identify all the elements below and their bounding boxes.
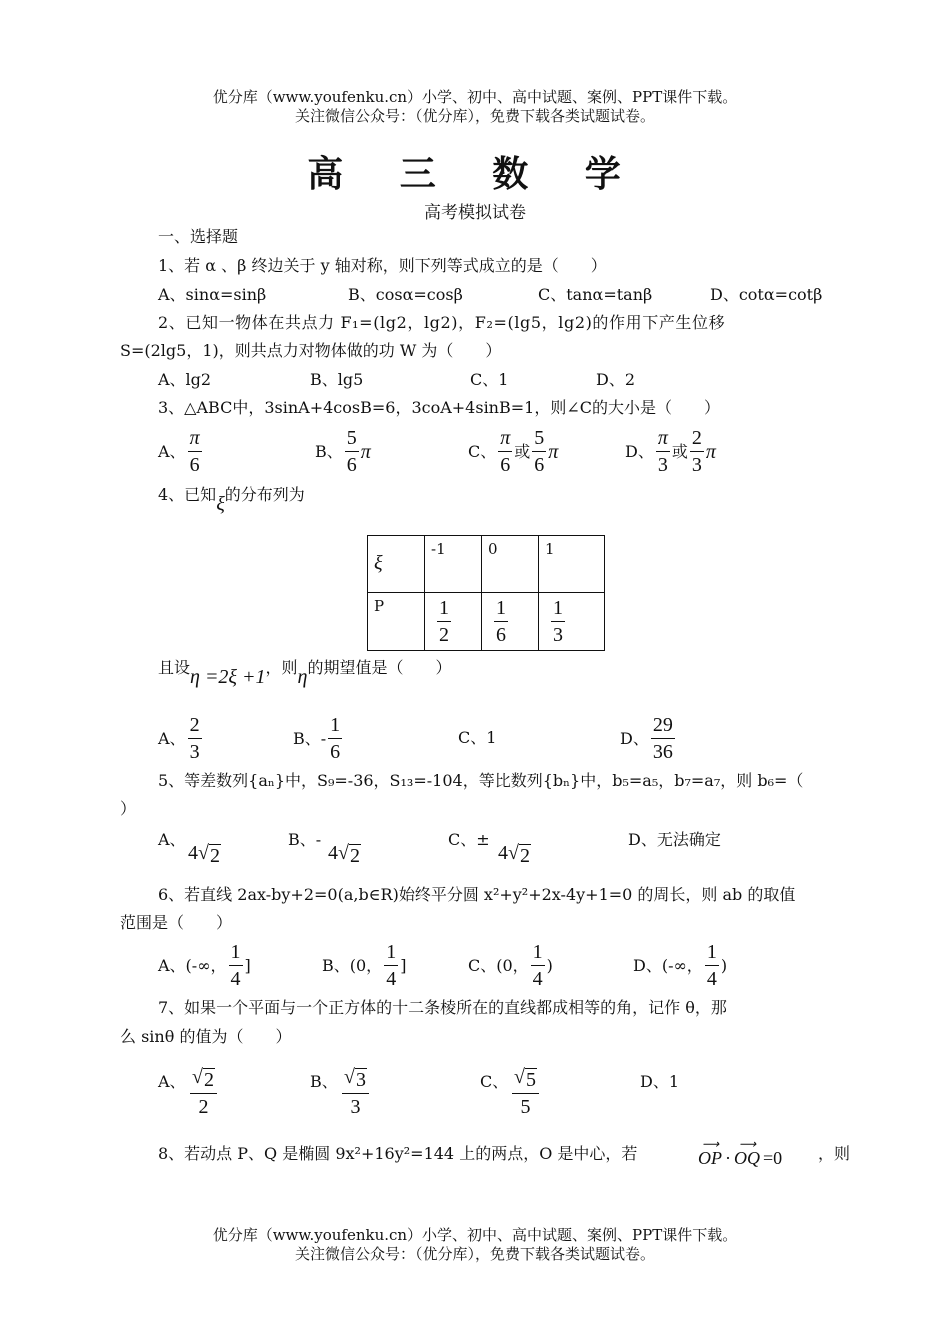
- q3-option-a: A、 $\frac{\pi}{6}$: [158, 427, 200, 476]
- table-cell: 1: [539, 536, 605, 593]
- page-title: 高 三 数 学: [307, 153, 643, 195]
- q5-option-b-label: B、-: [288, 830, 322, 849]
- page-subtitle: 高考模拟试卷: [424, 203, 526, 223]
- table-cell: 0: [482, 536, 539, 593]
- q1-option-d: D、cotα=cotβ: [710, 285, 823, 304]
- distribution-table: [367, 535, 605, 651]
- table-cell-p-label: P: [368, 593, 425, 651]
- q6-option-b: B、(0， $\frac{1}{4}$ ]: [322, 941, 407, 990]
- table-cell: $\frac{1}{3}$: [539, 593, 605, 651]
- q2-option-d: D、2: [596, 370, 636, 389]
- q7-option-a-label: A、: [158, 1072, 186, 1091]
- q2-stem-line-2: S=(2lg5，1)，则共点力对物体做的功 W 为（ ）: [120, 341, 502, 360]
- q2-option-a: A、lg2: [158, 370, 212, 389]
- q5-option-a-label: A、: [158, 830, 186, 849]
- q7-stem-line-1: 7、如果一个平面与一个正方体的十二条棱所在的直线都成相等的角，记作 θ，那: [158, 998, 727, 1017]
- footer-ad-line-2: 关注微信公众号：（优分库），免费下载各类试题试卷。: [294, 1245, 655, 1263]
- q7-option-d: D、1: [640, 1072, 680, 1091]
- q1-option-c: C、tanα=tanβ: [538, 285, 653, 304]
- q1-option-b: B、cosα=cosβ: [348, 285, 463, 304]
- q3-option-b: B、 $\frac{5}{6}$ π: [315, 427, 371, 476]
- q5-option-a-value: 4 √ 2: [188, 842, 220, 867]
- q8-vector-expression: ⟶ OP · ⟶ OQ =0: [698, 1137, 783, 1168]
- q7-option-b-value: √ 3 3: [340, 1066, 371, 1118]
- q4-stem: 4、已知ξ的分布列为: [158, 485, 305, 515]
- q8-stem: 8、若动点 P、Q 是椭圆 9x²+16y²=144 上的两点，O 是中心，若: [158, 1144, 638, 1163]
- footer-ad-line-1: 优分库（www.youfenku.cn）小学、初中、高中试题、案例、PPT课件下载。: [212, 1226, 738, 1244]
- q5-option-c-value: 4 √ 2: [498, 842, 530, 867]
- q7-stem-line-2: 么 sinθ 的值为（ ）: [120, 1027, 292, 1046]
- q5-option-d: D、无法确定: [628, 830, 721, 849]
- q5-stem-end: ）: [120, 799, 137, 818]
- table-cell: -1: [425, 536, 482, 593]
- header-ad-line-1: 优分库（www.youfenku.cn）小学、初中、高中试题、案例、PPT课件下载。: [212, 88, 738, 106]
- q6-option-c: C、(0， $\frac{1}{4}$ ): [468, 941, 553, 990]
- table-row: [368, 593, 605, 651]
- q5-option-c-label: C、±: [448, 830, 490, 849]
- q5-stem: 5、等差数列{aₙ}中，S₉=-36，S₁₃=-104，等比数列{bₙ}中，b₅=a₅，b₇=a₇，则 b₆=（: [158, 771, 804, 790]
- q7-option-c-label: C、: [480, 1072, 509, 1091]
- q1-option-a: A、sinα=sinβ: [158, 285, 267, 304]
- q2-option-b: B、lg5: [310, 370, 364, 389]
- q1-stem: 1、若 α 、β 终边关于 y 轴对称，则下列等式成立的是（ ）: [158, 256, 607, 275]
- q7-option-c-value: √ 5 5: [510, 1066, 541, 1118]
- q4-option-c: C、1: [458, 728, 497, 747]
- q3-option-c: C、 $\frac{\pi}{6}$ 或 $\frac{5}{6}$ π: [468, 427, 559, 476]
- q4-condition: 且设η =2ξ +1，则η的期望值是（ ）: [158, 658, 452, 688]
- q6-stem-line-2: 范围是（ ）: [120, 913, 233, 932]
- q8-stem-tail: ，则: [818, 1144, 851, 1163]
- q4-option-b: B、- $\frac{1}{6}$: [293, 714, 341, 763]
- vector-op: ⟶ OP: [698, 1137, 722, 1168]
- q2-stem-line-1: 2、已知一物体在共点力 F₁=(lg2，lg2)，F₂=(lg5，lg2)的作用下产生位移: [158, 313, 726, 332]
- q6-option-a: A、(-∞， $\frac{1}{4}$ ]: [158, 941, 251, 990]
- table-cell: $\frac{1}{6}$: [482, 593, 539, 651]
- table-cell-xi: ξ: [368, 536, 425, 593]
- section-heading: 一、选择题: [158, 227, 239, 246]
- q7-option-a-value: √ 2 2: [188, 1066, 219, 1118]
- q7-option-b-label: B、: [310, 1072, 338, 1091]
- table-row: [368, 536, 605, 593]
- vector-oq: ⟶ OQ: [734, 1137, 760, 1168]
- q6-option-d: D、(-∞， $\frac{1}{4}$ ): [633, 941, 728, 990]
- q4-option-a: A、 $\frac{2}{3}$: [158, 714, 200, 763]
- table-cell: $\frac{1}{2}$: [425, 593, 482, 651]
- q3-option-d: D、 $\frac{\pi}{3}$ 或 $\frac{2}{3}$ π: [625, 427, 716, 476]
- header-ad-line-2: 关注微信公众号：（优分库），免费下载各类试题试卷。: [294, 107, 655, 125]
- q6-stem-line-1: 6、若直线 2ax-by+2=0(a,b∈R)始终平分圆 x²+y²+2x-4y+1=0 的周长，则 ab 的取值: [158, 885, 796, 904]
- q2-option-c: C、1: [470, 370, 509, 389]
- q3-stem: 3、△ABC中，3sinA+4cosB=6，3coA+4sinB=1，则∠C的大小是（ ）: [158, 398, 720, 417]
- q5-option-b-value: 4 √ 2: [328, 842, 360, 867]
- q4-option-d: D、 $\frac{29}{36}$: [620, 714, 673, 763]
